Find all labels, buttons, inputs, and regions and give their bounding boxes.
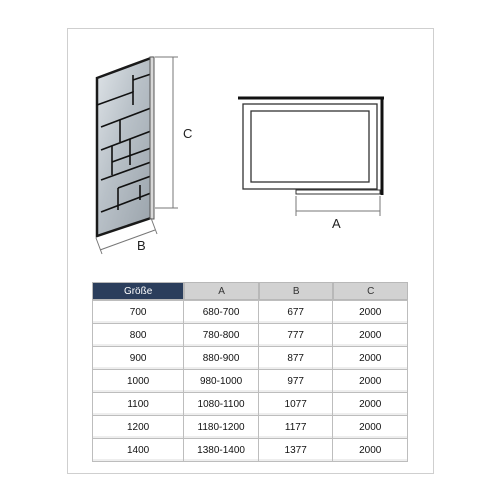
cell-a: 880-900 — [184, 347, 259, 370]
dimension-a-lines — [296, 196, 380, 216]
column-header-a: A — [184, 282, 259, 300]
table-row — [92, 393, 408, 416]
column-header-c: C — [333, 282, 408, 300]
cell-b: 977 — [259, 370, 334, 393]
cell-size: 900 — [92, 347, 184, 370]
column-header-size: Größe — [92, 282, 184, 300]
cell-b: 1177 — [259, 416, 334, 439]
cell-size: 700 — [92, 300, 184, 324]
cell-a: 780-800 — [184, 324, 259, 347]
cell-c: 2000 — [333, 439, 408, 462]
shower-panel-perspective — [97, 57, 154, 236]
size-table — [92, 282, 408, 462]
cell-a: 1080-1100 — [184, 393, 259, 416]
cell-b: 877 — [259, 347, 334, 370]
cell-c: 2000 — [333, 347, 408, 370]
cell-b: 777 — [259, 324, 334, 347]
cell-b: 1077 — [259, 393, 334, 416]
cell-a: 680-700 — [184, 300, 259, 324]
cell-a: 980-1000 — [184, 370, 259, 393]
table-row — [92, 324, 408, 347]
cell-size: 1200 — [92, 416, 184, 439]
table-row — [92, 416, 408, 439]
cell-a: 1180-1200 — [184, 416, 259, 439]
cell-c: 2000 — [333, 393, 408, 416]
table-header-row — [92, 282, 408, 300]
cell-b: 677 — [259, 300, 334, 324]
dimension-label-b: B — [137, 238, 146, 253]
dimension-label-a: A — [332, 216, 341, 231]
cell-b: 1377 — [259, 439, 334, 462]
table-row — [92, 300, 408, 324]
cell-size: 1000 — [92, 370, 184, 393]
table-row — [92, 347, 408, 370]
cell-size: 1400 — [92, 439, 184, 462]
column-header-b: B — [259, 282, 334, 300]
dimension-c-lines — [155, 57, 178, 208]
cell-a: 1380-1400 — [184, 439, 259, 462]
table-row — [92, 439, 408, 462]
cell-c: 2000 — [333, 324, 408, 347]
cell-c: 2000 — [333, 300, 408, 324]
cell-c: 2000 — [333, 416, 408, 439]
top-view-diagram — [238, 97, 384, 195]
dimension-label-c: C — [183, 126, 193, 141]
cell-c: 2000 — [333, 370, 408, 393]
cell-size: 800 — [92, 324, 184, 347]
cell-size: 1100 — [92, 393, 184, 416]
table-row — [92, 370, 408, 393]
